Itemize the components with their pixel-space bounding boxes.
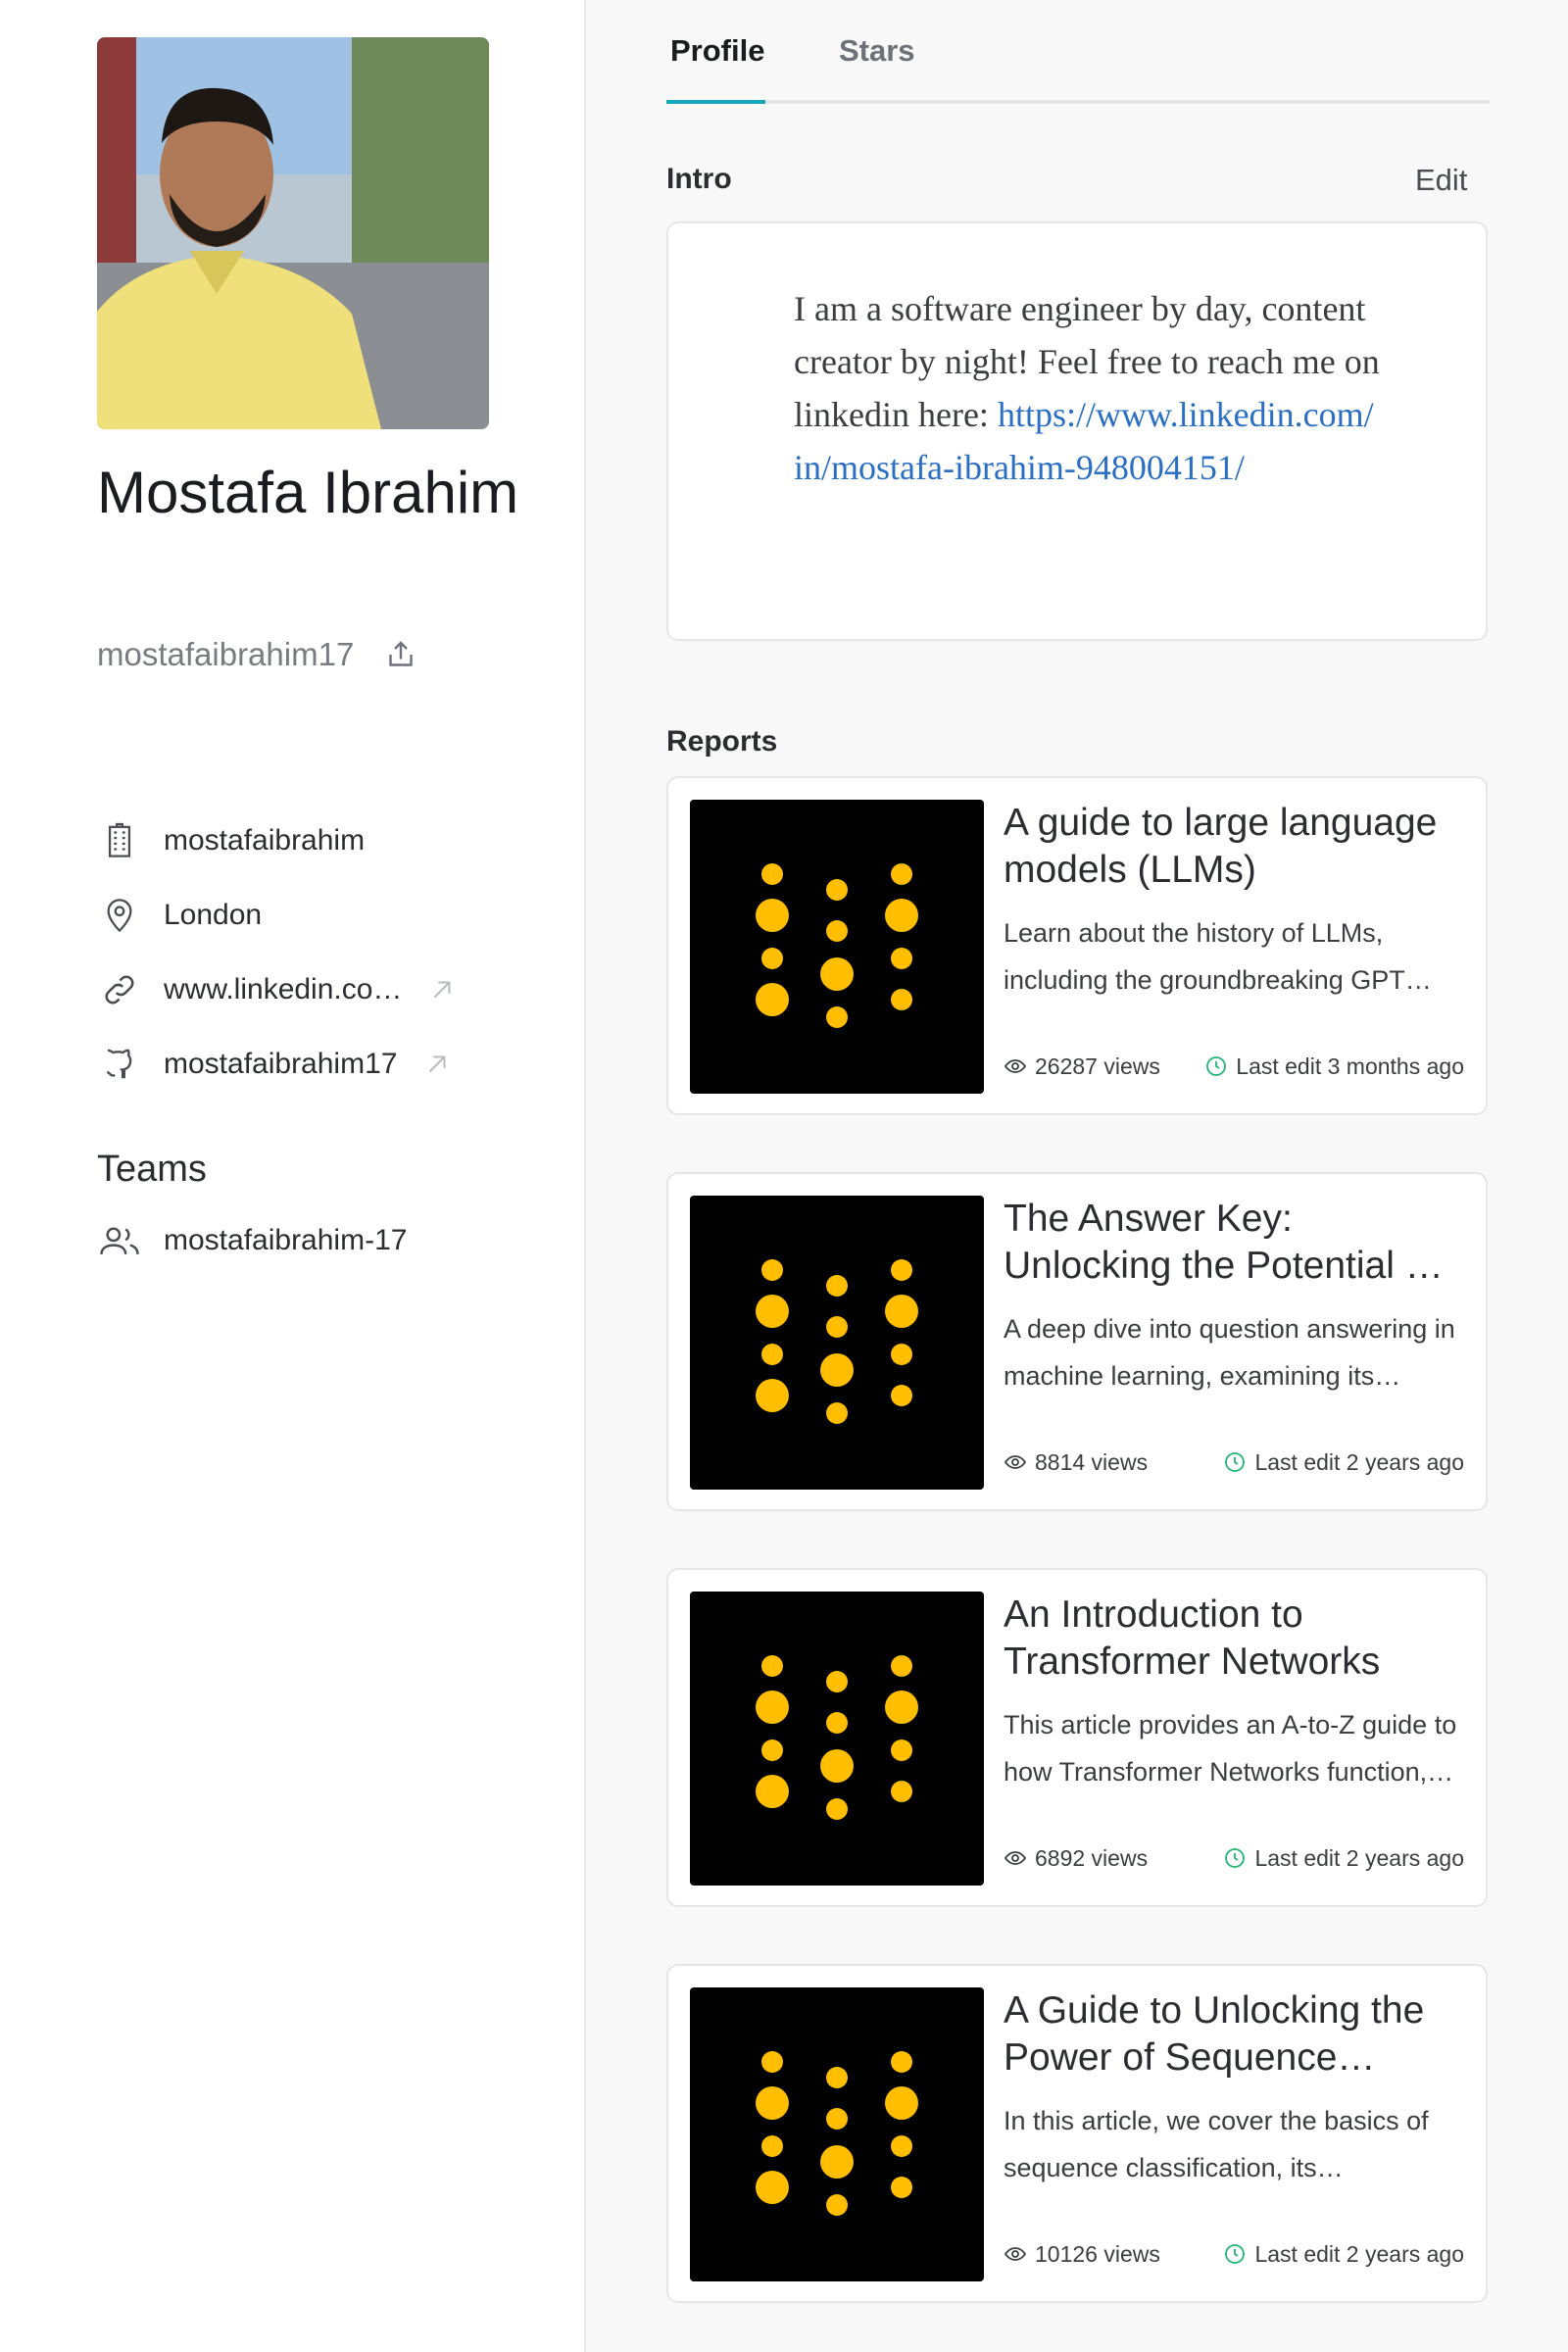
last-edit-text: Last edit 2 years ago (1254, 1448, 1464, 1475)
team-link[interactable]: mostafaibrahim-17 (164, 1224, 408, 1256)
external-link-icon[interactable] (427, 975, 457, 1004)
clock-icon (1223, 2242, 1247, 2266)
info-item-github[interactable] (97, 1027, 457, 1102)
intro-text (794, 282, 1382, 494)
username-row (97, 629, 418, 680)
profile-tabs (666, 24, 1490, 104)
report-thumbnail[interactable] (690, 800, 984, 1094)
report-meta (1004, 2238, 1464, 2270)
report-title[interactable]: A guide to large language models (LLMs) (1004, 802, 1438, 891)
report-title[interactable]: A Guide to Unlocking the Power of Sequence… (1004, 1989, 1425, 2079)
reports-heading: Reports (666, 725, 778, 758)
clock-icon (1223, 1450, 1247, 1474)
report-description: In this article, we cover the basics of sequence classification, its… (1004, 2106, 1429, 2182)
eye-icon (1004, 1846, 1027, 1870)
report-card[interactable] (666, 1568, 1488, 1907)
website-link[interactable]: www.linkedin.co… (164, 973, 403, 1005)
tab-profile[interactable]: Profile (670, 33, 765, 68)
views-count: 10126 views (1035, 2240, 1160, 2267)
report-description: Learn about the history of LLMs, including the groundbreaking GPT… (1004, 918, 1432, 995)
info-item-website[interactable] (97, 953, 457, 1027)
last-edit-text: Last edit 2 years ago (1254, 2240, 1464, 2267)
info-label: London (164, 899, 263, 931)
active-tab-indicator (666, 100, 765, 104)
profile-name: Mostafa Ibrahim (97, 460, 519, 525)
report-card[interactable] (666, 776, 1488, 1115)
last-edit-text: Last edit 2 years ago (1254, 1844, 1464, 1871)
github-icon (97, 1042, 142, 1087)
report-views (1004, 2241, 1160, 2268)
share-icon[interactable] (383, 637, 418, 672)
views-count: 6892 views (1035, 1844, 1149, 1871)
report-views (1004, 1845, 1148, 1872)
intro-body: I am a software engineer by day, content creator by night! Feel free to reach me on linkedin here: (794, 289, 1380, 434)
report-last-edit (1223, 2241, 1464, 2268)
github-link[interactable]: mostafaibrahim17 (164, 1048, 398, 1080)
clock-icon (1223, 1846, 1247, 1870)
report-views (1004, 1449, 1148, 1476)
report-thumbnail[interactable] (690, 1196, 984, 1490)
report-views (1004, 1054, 1160, 1080)
report-title[interactable]: An Introduction to Transformer Networks (1004, 1593, 1381, 1683)
report-card[interactable] (666, 1172, 1488, 1511)
info-item-organization (97, 804, 457, 878)
wandb-logo-icon (690, 1592, 984, 1886)
users-icon (97, 1218, 142, 1263)
building-icon (97, 818, 142, 863)
views-count: 26287 views (1035, 1053, 1160, 1079)
avatar-photo (97, 37, 489, 429)
wandb-logo-icon (690, 800, 984, 1094)
report-meta (1004, 1051, 1464, 1082)
last-edit-text: Last edit 3 months ago (1236, 1053, 1464, 1079)
wandb-logo-icon (690, 1987, 984, 2281)
username: mostafaibrahim17 (97, 636, 355, 672)
wandb-logo-icon (690, 1196, 984, 1490)
info-item-location (97, 878, 457, 953)
edit-intro-button[interactable]: Edit (1415, 163, 1468, 197)
intro-linkedin-link[interactable]: https://www.linkedin.com/in/mostafa-ibrahim-948004151/ (794, 395, 1374, 487)
report-thumbnail[interactable] (690, 1987, 984, 2281)
profile-sidebar (0, 0, 586, 2352)
report-thumbnail[interactable] (690, 1592, 984, 1886)
team-item[interactable] (97, 1215, 407, 1266)
report-title[interactable]: The Answer Key: Unlocking the Potential of (1004, 1198, 1438, 1287)
eye-icon (1004, 2242, 1027, 2266)
teams-heading: Teams (97, 1149, 207, 1190)
report-meta (1004, 1842, 1464, 1874)
info-label: mostafaibrahim (164, 824, 366, 857)
external-link-icon[interactable] (422, 1050, 452, 1079)
location-pin-icon (97, 893, 142, 938)
report-last-edit (1223, 1845, 1464, 1872)
intro-heading: Intro (666, 163, 732, 195)
link-icon (97, 967, 142, 1012)
views-count: 8814 views (1035, 1448, 1149, 1475)
clock-icon (1204, 1054, 1228, 1078)
profile-info-list (97, 804, 457, 1102)
report-description: This article provides an A-to-Z guide to how Transformer Networks function,… (1004, 1710, 1457, 1787)
eye-icon (1004, 1450, 1027, 1474)
report-last-edit (1204, 1054, 1464, 1080)
eye-icon (1004, 1054, 1027, 1078)
intro-card (666, 221, 1488, 641)
tab-stars[interactable]: Stars (839, 33, 915, 68)
report-description: A deep dive into question answering in machine learning, examining its… (1004, 1314, 1455, 1391)
report-meta (1004, 1446, 1464, 1478)
report-last-edit (1223, 1449, 1464, 1476)
report-card[interactable] (666, 1964, 1488, 2303)
avatar (97, 37, 489, 429)
